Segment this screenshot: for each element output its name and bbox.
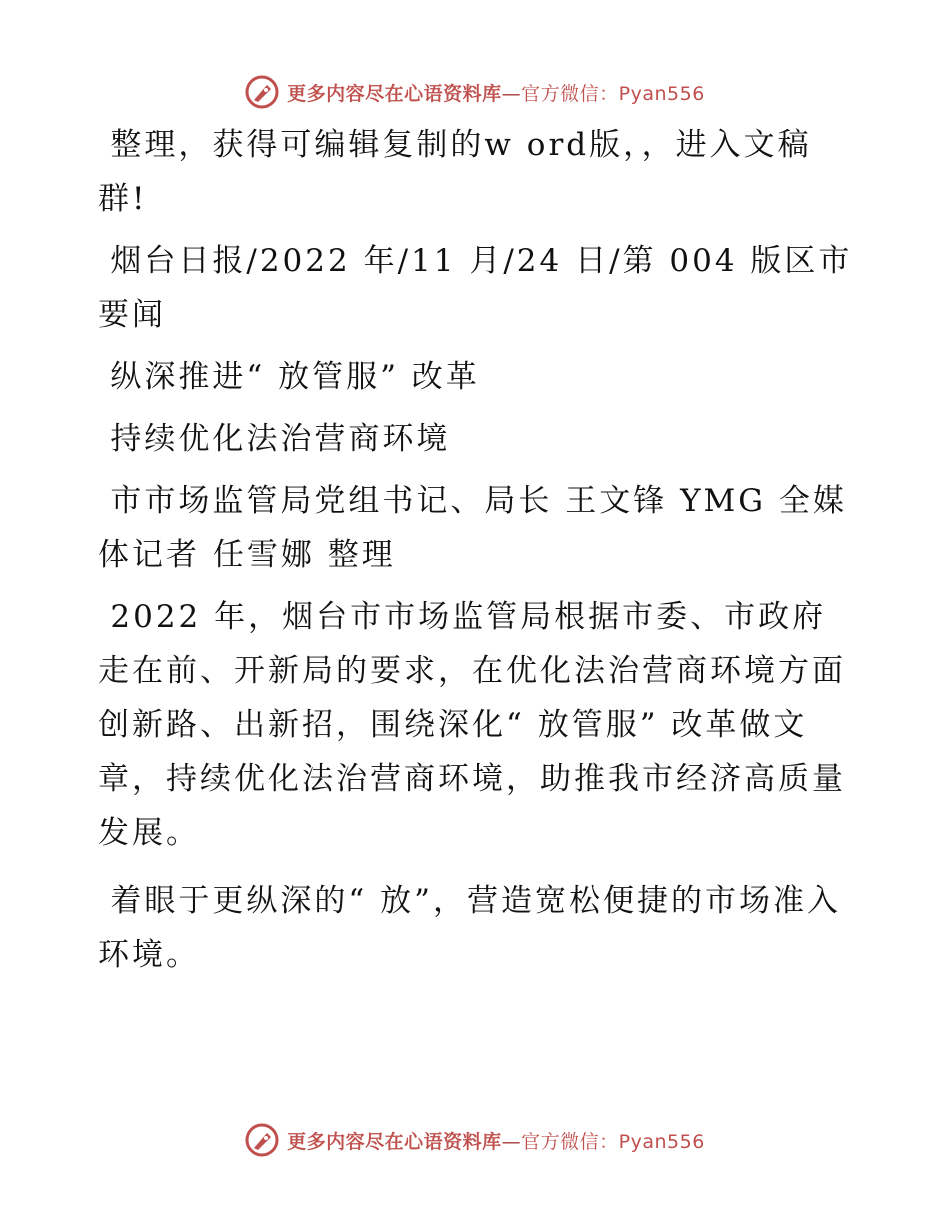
footer-dash: — <box>501 1130 522 1153</box>
footer-wechat: 官方微信：Pyan556 <box>521 1130 705 1153</box>
header-banner <box>0 72 950 112</box>
footer-text <box>287 1127 705 1154</box>
header-text <box>287 79 705 106</box>
paragraph-source: 烟台日报/2022 年/11 月/24 日/第 004 版区市要闻 <box>98 243 853 333</box>
headline-line-1: 纵深推进“ 放管服” 改革 <box>110 359 480 395</box>
document-body <box>98 118 858 990</box>
footer-slogan: 更多内容尽在心语资料库 <box>287 1130 502 1153</box>
paragraph-body-2: 着眼于更纵深的“ 放”，营造宽松便捷的市场准入环境。 <box>98 883 841 973</box>
header-dash: — <box>501 82 522 105</box>
footer-banner <box>0 1120 950 1160</box>
header-slogan: 更多内容尽在心语资料库 <box>287 82 502 105</box>
paragraph-body-1: 2022 年，烟台市市场监管局根据市委、市政府走在前、开新局的要求，在优化法治营商环境方面创新路、出新招，围绕深化“ 放管服” 改革做文章，持续优化法治营商环境，助推我市经济高质量发展。 <box>98 599 846 851</box>
headline-line-2: 持续优化法治营商环境 <box>110 421 451 457</box>
pen-nib-icon <box>245 75 279 109</box>
paragraph-intro: 整理，获得可编辑复制的w ord版，，进入文稿群! <box>98 127 812 217</box>
byline: 市市场监管局党组书记、局长 王文锋 YMG 全媒体记者 任雪娜 整理 <box>98 483 847 573</box>
header-wechat: 官方微信：Pyan556 <box>521 82 705 105</box>
pen-nib-icon <box>245 1123 279 1157</box>
